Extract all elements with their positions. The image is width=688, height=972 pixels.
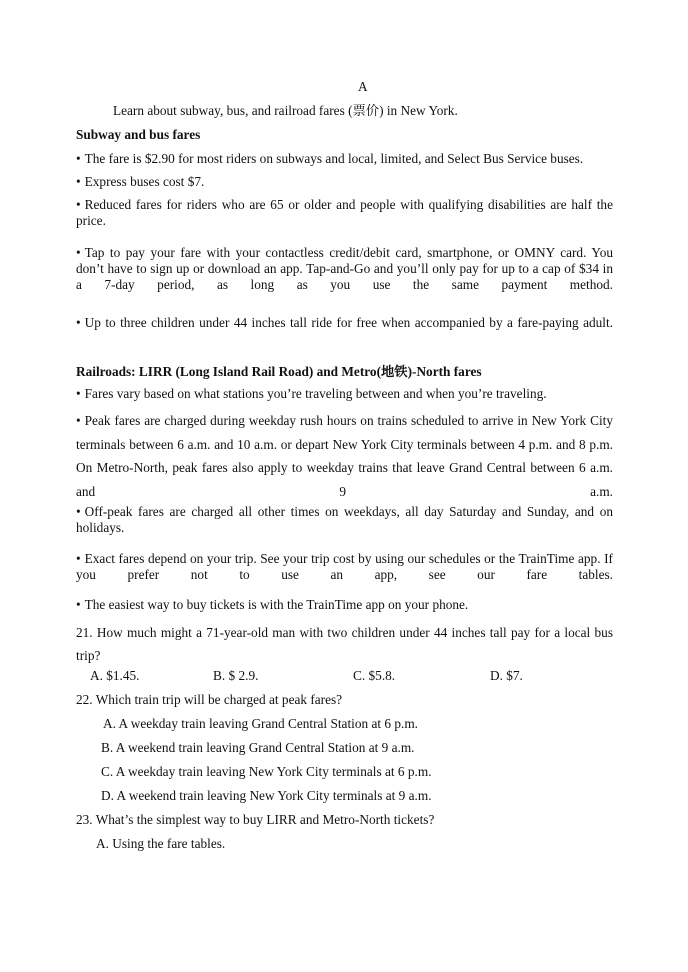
bullet-item: • Off-peak fares are charged all other times on weekdays, all day Saturday and Sunday, and on holidays. xyxy=(76,504,613,536)
question-stem-22: 22. Which train trip will be charged at peak fares? xyxy=(76,692,343,707)
bullet-item: • Express buses cost $7. xyxy=(76,174,204,190)
bullet-item: • Peak fares are charged during weekday rush hours on trains scheduled to arrive in New York City terminals between 6 a.m. and 10 a.m. or depart New York City terminals between 4 p.m. and 8 p.m. On Metro-North, peak fares also apply to weekday trains that leave Grand Central between 6 a.m. and 9 a.m. xyxy=(76,409,613,503)
option-22-c: C. A weekday train leaving New York City terminals at 6 p.m. xyxy=(101,764,432,779)
bullet-item: • The easiest way to buy tickets is with the TrainTime app on your phone. xyxy=(76,597,468,613)
bullet-item: • Exact fares depend on your trip. See your trip cost by using our schedules or the TrainTime app. If you prefer not to use an app, see our fare tables. xyxy=(76,551,613,583)
bullet-item: • Up to three children under 44 inches tall ride for free when accompanied by a fare-paying adult. xyxy=(76,315,613,331)
bullet-item: • The fare is $2.90 for most riders on subways and local, limited, and Select Bus Service buses. xyxy=(76,151,583,167)
section-heading-subway-bus: Subway and bus fares xyxy=(76,127,201,142)
question-stem-23: 23. What’s the simplest way to buy LIRR and Metro-North tickets? xyxy=(76,812,435,827)
bullet-item: • Fares vary based on what stations you’re traveling between and when you’re traveling. xyxy=(76,386,547,402)
option-21-b: B. $ 2.9. xyxy=(213,668,259,683)
option-22-b: B. A weekend train leaving Grand Central Station at 9 a.m. xyxy=(101,740,415,755)
question-stem-21: 21. How much might a 71-year-old man with two children under 44 inches tall pay for a local bus trip? xyxy=(76,625,613,663)
section-heading-railroads: Railroads: LIRR (Long Island Rail Road) and Metro(地铁)-North fares xyxy=(76,364,482,379)
option-21-d: D. $7. xyxy=(490,668,523,683)
option-22-a: A. A weekday train leaving Grand Central Station at 6 p.m. xyxy=(103,716,418,731)
passage-intro: Learn about subway, bus, and railroad fares (票价) in New York. xyxy=(113,103,458,118)
bullet-item: • Reduced fares for riders who are 65 or older and people with qualifying disabilities are half the price. xyxy=(76,197,613,229)
option-23-a: A. Using the fare tables. xyxy=(96,836,226,851)
option-22-d: D. A weekend train leaving New York City terminals at 9 a.m. xyxy=(101,788,432,803)
option-21-c: C. $5.8. xyxy=(353,668,396,683)
passage-letter: A xyxy=(358,79,368,94)
option-21-a: A. $1.45. xyxy=(90,668,140,683)
bullet-item: • Tap to pay your fare with your contactless credit/debit card, smartphone, or OMNY card. You don’t have to sign up or download an app. Tap-and-Go and you’ll only pay for up to a cap of $34 in a 7-day period, as long as you use the same payment method. xyxy=(76,245,613,293)
